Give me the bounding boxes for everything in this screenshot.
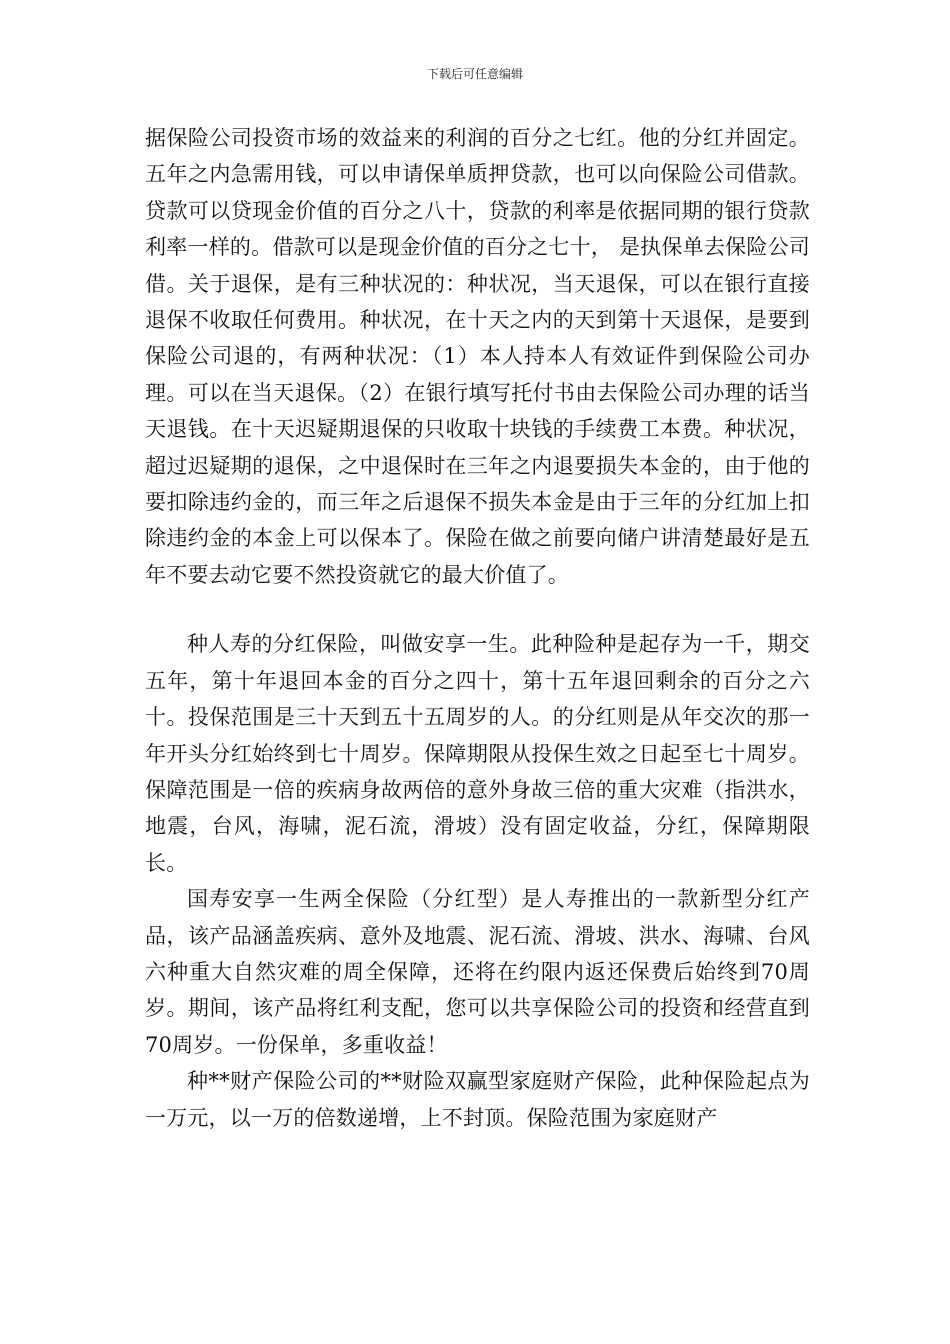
page-header: 下载后可任意编辑 [426, 67, 523, 81]
paragraph-guoshou-anxiang: 国寿安享一生两全保险（分红型）是人寿推出的一款新型分红产品，该产品涵盖疾病、意外及地震、泥石流、滑坡、洪水、海啸、台风六种重大自然灾难的周全保障，还将在约限内返还保费后始终到70周岁。期间，该产品将红利支配，您可以共享保险公司的投资和经营直到70周岁。一份保单，多重收益！ [145, 887, 810, 1057]
paragraph-dividend-withdrawal: 据保险公司投资市场的效益来的利润的百分之七红。他的分红并固定。五年之内急需用钱，可以申请保单质押贷款，也可以向保险公司借款。贷款可以贷现金价值的百分之八十，贷款的利率是依据同期的银行贷款利率一样的。借款可以是现金价值的百分之七十， 是执保单去保险公司借。关于退保，是有三种状况的：种状况，当天退保，可以在银行直接退保不收取任何费用。种状况，在十天之内的天到第十天退保，是要到保险公司退的，有两种状况：（1）本人持本人有效证件到保险公司办理。可以在当天退保。（2）在银行填写托付书由去保险公司办理的话当天退钱。在十天迟疑期退保的只收取十块钱的手续费工本费。种状况，超过迟疑期的退保，之中退保时在三年之内退要损失本金的，由于他的要扣除违约金的，而三年之后退保不损失本金是由于三年的分红加上扣除违约金的本金上可以保本了。保险在做之前要向储户讲清楚最好是五年不要去动它要不然投资就它的最大价值了。 [145, 126, 810, 587]
document-body [145, 120, 810, 1136]
paragraph-gap [145, 593, 810, 626]
paragraph-anxiang-yisheng: 种人寿的分红保险，叫做安享一生。此种险种是起存为一千，期交五年，第十年退回本金的百分之四十，第十五年退回剩余的百分之六十。投保范围是三十天到五十五周岁的人。的分红则是从年交次的那一年开头分红始终到七十周岁。保障期限从投保生效之日起至七十周岁。保障范围是一倍的疾病身故两倍的意外身故三倍的重大灾难（指洪水，地震，台风，海啸，泥石流，滑坡）没有固定收益，分红，保障期限长。 [145, 632, 810, 875]
paragraph-property-insurance: 种**财产保险公司的**财险双赢型家庭财产保险，此种保险起点为一万元，以一万的倍数递增，上不封顶。保险范围为家庭财产 [145, 1069, 810, 1130]
